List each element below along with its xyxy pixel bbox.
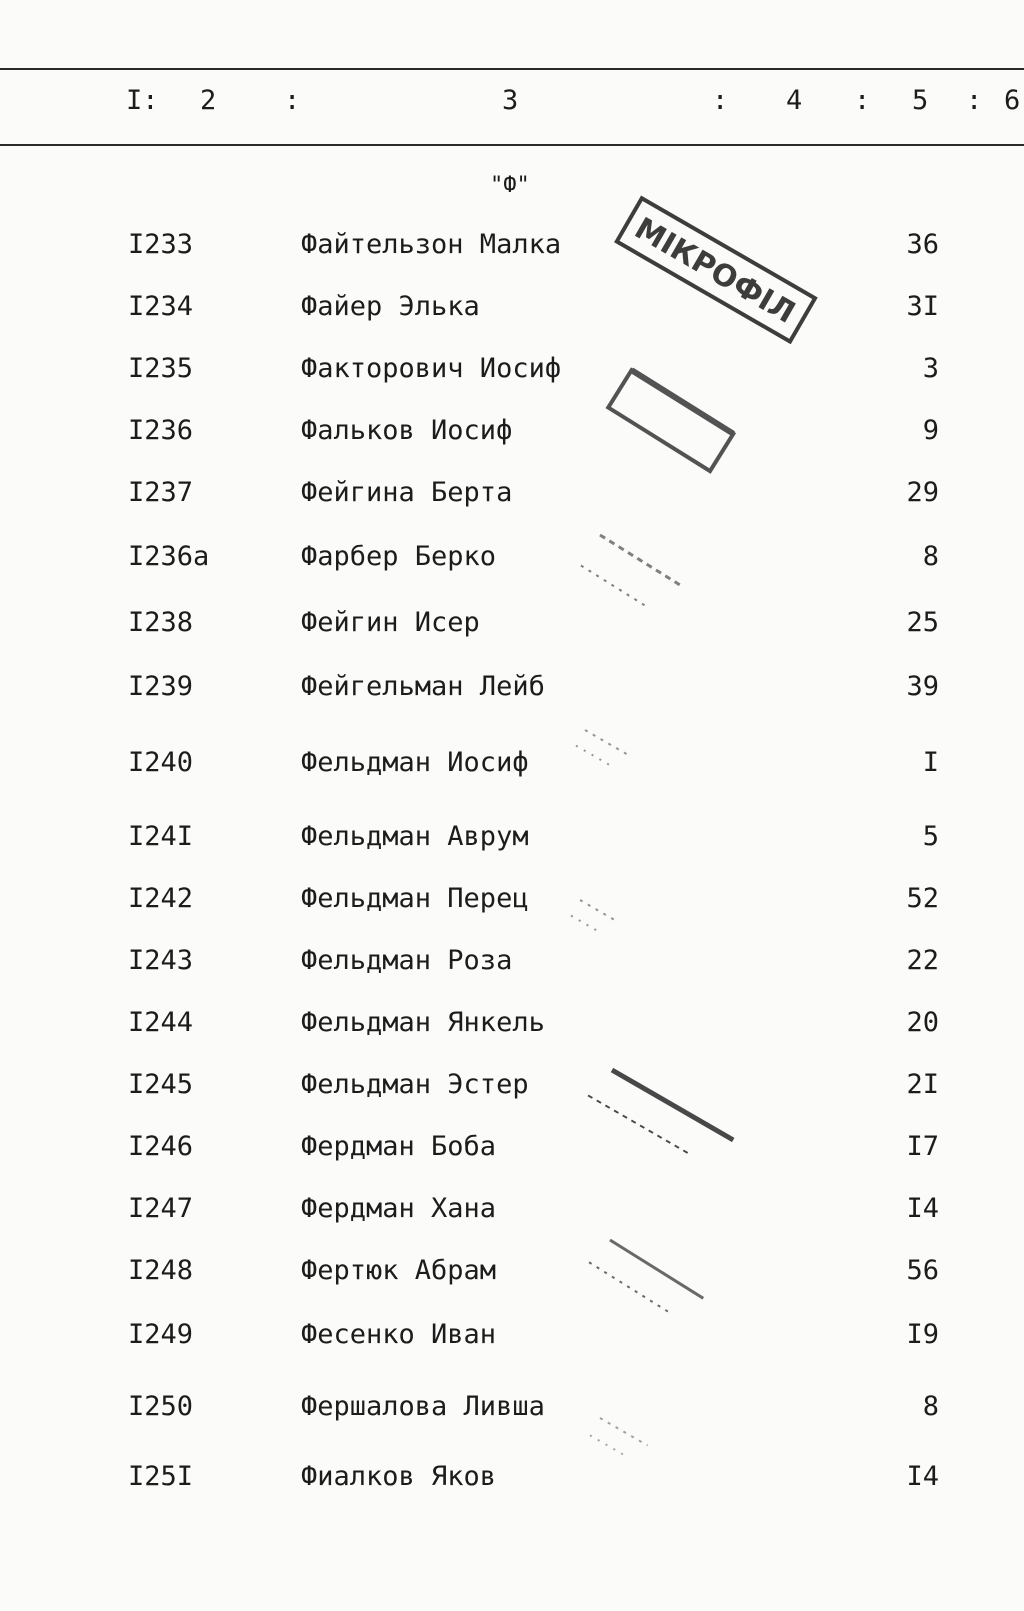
- record-number: I236а: [128, 541, 210, 572]
- person-name: Фельдман Аврум: [301, 821, 529, 852]
- person-name: Фейгина Берта: [301, 477, 513, 508]
- header-sep-2: :: [712, 85, 729, 116]
- header-col-1: I:: [126, 85, 159, 116]
- record-count: 56: [906, 1255, 939, 1286]
- person-name: Фершалова Ливша: [301, 1391, 545, 1422]
- list-item: [0, 820, 1024, 856]
- person-name: Фельдман Роза: [301, 945, 513, 976]
- header-sep-4: :: [966, 85, 983, 116]
- list-item: [0, 1318, 1024, 1354]
- record-number: I248: [128, 1255, 194, 1286]
- header-sep-3: :: [854, 85, 871, 116]
- list-item: [0, 1390, 1024, 1426]
- person-name: Фельдман Иосиф: [301, 747, 529, 778]
- person-name: Фердман Боба: [301, 1131, 497, 1162]
- person-name: Факторович Иосиф: [301, 353, 562, 384]
- record-number: I247: [128, 1193, 194, 1224]
- record-count: 29: [906, 477, 939, 508]
- section-letter: "Ф": [490, 173, 530, 198]
- list-item: [0, 414, 1024, 450]
- person-name: Фертюк Абрам: [301, 1255, 497, 1286]
- record-number: I234: [128, 291, 194, 322]
- record-count: 52: [906, 883, 939, 914]
- person-name: Фарбер Берко: [301, 541, 497, 572]
- person-name: Фельдман Эстер: [301, 1069, 529, 1100]
- list-item: [0, 670, 1024, 706]
- record-count: 3: [922, 353, 939, 384]
- person-name: Фесенко Иван: [301, 1319, 497, 1350]
- person-name: Фальков Иосиф: [301, 415, 513, 446]
- person-name: Фердман Хана: [301, 1193, 497, 1224]
- record-count: I: [922, 747, 939, 778]
- list-item: [0, 228, 1024, 264]
- list-item: [0, 882, 1024, 918]
- record-number: I245: [128, 1069, 194, 1100]
- list-item: [0, 944, 1024, 980]
- record-count: 8: [922, 1391, 939, 1422]
- person-name: Фиалков Яков: [301, 1461, 497, 1492]
- record-count: 5: [922, 821, 939, 852]
- record-count: I4: [906, 1461, 939, 1492]
- header-bottom-rule: [0, 144, 1024, 146]
- record-count: I4: [906, 1193, 939, 1224]
- record-count: 22: [906, 945, 939, 976]
- record-number: I238: [128, 607, 194, 638]
- record-count: 8: [922, 541, 939, 572]
- record-number: I237: [128, 477, 194, 508]
- header-col-4: 4: [786, 85, 803, 116]
- record-count: I7: [906, 1131, 939, 1162]
- record-count: 3I: [906, 291, 939, 322]
- person-name: Файер Элька: [301, 291, 480, 322]
- record-count: 20: [906, 1007, 939, 1038]
- record-count: I9: [906, 1319, 939, 1350]
- record-count: 2I: [906, 1069, 939, 1100]
- record-count: 25: [906, 607, 939, 638]
- record-number: I24I: [128, 821, 194, 852]
- person-name: Фельдман Янкель: [301, 1007, 545, 1038]
- person-name: Фельдман Перец: [301, 883, 529, 914]
- record-number: I243: [128, 945, 194, 976]
- record-number: I240: [128, 747, 194, 778]
- list-item: [0, 746, 1024, 782]
- person-name: Фейгельман Лейб: [301, 671, 545, 702]
- header-top-rule: [0, 68, 1024, 70]
- list-item: [0, 606, 1024, 642]
- person-name: Файтельзон Малка: [301, 229, 562, 260]
- record-number: I249: [128, 1319, 194, 1350]
- list-item: [0, 540, 1024, 576]
- header-col-3: 3: [502, 85, 519, 116]
- record-count: 36: [906, 229, 939, 260]
- header-col-6: 6: [1004, 85, 1021, 116]
- record-number: I239: [128, 671, 194, 702]
- header-col-2: 2: [200, 85, 217, 116]
- record-number: I246: [128, 1131, 194, 1162]
- record-number: I244: [128, 1007, 194, 1038]
- list-item: [0, 1254, 1024, 1290]
- header-sep-1: :: [284, 85, 301, 116]
- record-count: 39: [906, 671, 939, 702]
- record-number: I235: [128, 353, 194, 384]
- record-number: I250: [128, 1391, 194, 1422]
- record-number: I242: [128, 883, 194, 914]
- list-item: [0, 1130, 1024, 1166]
- record-count: 9: [922, 415, 939, 446]
- header-col-5: 5: [912, 85, 929, 116]
- list-item: [0, 1192, 1024, 1228]
- list-item: [0, 1460, 1024, 1496]
- person-name: Фейгин Исер: [301, 607, 480, 638]
- record-number: I233: [128, 229, 194, 260]
- stamp-label: МІКРОФІЛ: [628, 211, 801, 331]
- list-item: [0, 476, 1024, 512]
- record-number: I236: [128, 415, 194, 446]
- list-item: [0, 1068, 1024, 1104]
- list-item: [0, 290, 1024, 326]
- list-item: [0, 352, 1024, 388]
- list-item: [0, 1006, 1024, 1042]
- record-number: I25I: [128, 1461, 194, 1492]
